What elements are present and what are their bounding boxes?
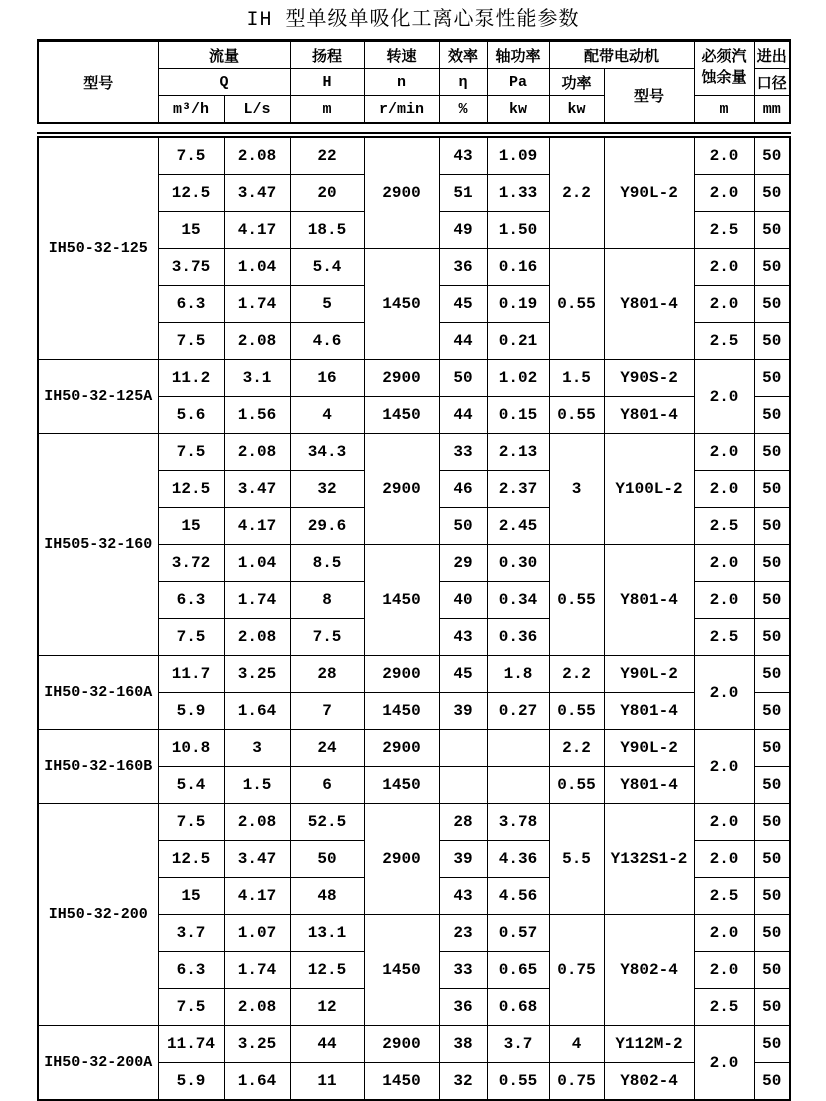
cell-efficiency: 39 — [439, 693, 487, 730]
cell-speed: 2900 — [364, 360, 439, 397]
cell-head: 48 — [290, 878, 364, 915]
cell-head: 24 — [290, 730, 364, 767]
cell-shaft-power: 2.37 — [487, 471, 549, 508]
cell-speed: 2900 — [364, 135, 439, 249]
cell-efficiency — [439, 767, 487, 804]
cell-port: 50 — [754, 656, 790, 693]
unit-mm: mm — [754, 96, 790, 124]
cell-motor-power: 5.5 — [549, 804, 604, 915]
cell-speed: 1450 — [364, 249, 439, 360]
cell-head: 4.6 — [290, 323, 364, 360]
cell-shaft-power: 1.33 — [487, 175, 549, 212]
cell-motor-model: Y132S1-2 — [604, 804, 694, 915]
cell-shaft-power: 2.45 — [487, 508, 549, 545]
cell-port: 50 — [754, 730, 790, 767]
cell-model: IH50-32-200 — [38, 804, 158, 1026]
unit-npsh-m: m — [694, 96, 754, 124]
npsh-header-line2: 蚀余量 — [701, 69, 747, 87]
cell-npsh: 2.0 — [694, 582, 754, 619]
cell-shaft-power: 4.36 — [487, 841, 549, 878]
cell-head: 12.5 — [290, 952, 364, 989]
cell-port: 50 — [754, 952, 790, 989]
cell-shaft-power: 0.30 — [487, 545, 549, 582]
cell-model: IH50-32-125A — [38, 360, 158, 434]
cell-motor-model: Y801-4 — [604, 545, 694, 656]
cell-flow-m3h: 7.5 — [158, 434, 224, 471]
cell-port: 50 — [754, 619, 790, 656]
cell-flow-m3h: 7.5 — [158, 804, 224, 841]
col-header-npsh — [694, 41, 754, 96]
cell-flow-m3h: 5.9 — [158, 693, 224, 730]
cell-head: 32 — [290, 471, 364, 508]
cell-efficiency: 50 — [439, 508, 487, 545]
cell-flow-ls: 3.47 — [224, 175, 290, 212]
cell-port: 50 — [754, 212, 790, 249]
symbol-eta: η — [439, 69, 487, 96]
cell-flow-ls: 3.25 — [224, 656, 290, 693]
page-title: IH 型单级单吸化工离心泵性能参数 — [246, 9, 580, 32]
cell-flow-m3h: 5.9 — [158, 1063, 224, 1101]
cell-npsh: 2.0 — [694, 135, 754, 175]
cell-shaft-power — [487, 767, 549, 804]
symbol-n: n — [364, 69, 439, 96]
cell-efficiency: 29 — [439, 545, 487, 582]
cell-speed: 1450 — [364, 1063, 439, 1101]
cell-port: 50 — [754, 841, 790, 878]
cell-flow-m3h: 12.5 — [158, 175, 224, 212]
col-header-motor-power: 功率 — [549, 69, 604, 96]
cell-speed: 2900 — [364, 730, 439, 767]
cell-flow-ls: 1.74 — [224, 582, 290, 619]
cell-efficiency: 50 — [439, 360, 487, 397]
performance-table-body — [38, 135, 790, 1100]
cell-motor-power: 4 — [549, 1026, 604, 1063]
cell-npsh: 2.5 — [694, 878, 754, 915]
cell-flow-m3h: 11.2 — [158, 360, 224, 397]
cell-shaft-power: 0.15 — [487, 397, 549, 434]
cell-npsh: 2.0 — [694, 656, 754, 730]
cell-flow-ls: 2.08 — [224, 323, 290, 360]
cell-flow-ls: 1.5 — [224, 767, 290, 804]
cell-flow-ls: 3.47 — [224, 841, 290, 878]
cell-head: 28 — [290, 656, 364, 693]
cell-npsh: 2.0 — [694, 730, 754, 804]
cell-flow-m3h: 12.5 — [158, 841, 224, 878]
cell-motor-power: 2.2 — [549, 656, 604, 693]
table-row — [38, 656, 790, 693]
cell-flow-m3h: 5.4 — [158, 767, 224, 804]
cell-efficiency: 43 — [439, 619, 487, 656]
cell-flow-m3h: 7.5 — [158, 135, 224, 175]
cell-motor-power: 0.55 — [549, 249, 604, 360]
cell-port: 50 — [754, 508, 790, 545]
cell-port: 50 — [754, 249, 790, 286]
cell-head: 44 — [290, 1026, 364, 1063]
table-row — [38, 360, 790, 397]
cell-head: 8 — [290, 582, 364, 619]
cell-flow-ls: 3 — [224, 730, 290, 767]
cell-npsh: 2.0 — [694, 841, 754, 878]
cell-motor-model: Y90L-2 — [604, 656, 694, 693]
table-row — [38, 730, 790, 767]
cell-npsh: 2.0 — [694, 545, 754, 582]
cell-npsh: 2.0 — [694, 952, 754, 989]
col-header-model: 型号 — [38, 41, 158, 124]
col-header-ports-line1: 进出 — [754, 41, 790, 69]
unit-rmin: r/min — [364, 96, 439, 124]
cell-head: 12 — [290, 989, 364, 1026]
cell-model: IH50-32-125 — [38, 135, 158, 360]
cell-flow-m3h: 15 — [158, 878, 224, 915]
cell-flow-m3h: 7.5 — [158, 323, 224, 360]
cell-flow-ls: 1.74 — [224, 952, 290, 989]
cell-shaft-power: 0.36 — [487, 619, 549, 656]
cell-motor-model: Y90L-2 — [604, 730, 694, 767]
cell-port: 50 — [754, 434, 790, 471]
cell-shaft-power: 3.7 — [487, 1026, 549, 1063]
cell-port: 50 — [754, 1063, 790, 1101]
cell-head: 18.5 — [290, 212, 364, 249]
cell-speed: 1450 — [364, 915, 439, 1026]
cell-port: 50 — [754, 545, 790, 582]
cell-motor-model: Y90L-2 — [604, 135, 694, 249]
cell-model: IH50-32-160B — [38, 730, 158, 804]
cell-head: 7.5 — [290, 619, 364, 656]
cell-flow-m3h: 12.5 — [158, 471, 224, 508]
unit-m3h: m³/h — [158, 96, 224, 124]
cell-port: 50 — [754, 471, 790, 508]
cell-efficiency: 38 — [439, 1026, 487, 1063]
header-row-1 — [38, 41, 790, 69]
cell-speed: 2900 — [364, 434, 439, 545]
cell-port: 50 — [754, 582, 790, 619]
cell-motor-power: 3 — [549, 434, 604, 545]
cell-motor-model: Y112M-2 — [604, 1026, 694, 1063]
col-header-speed: 转速 — [364, 41, 439, 69]
cell-model: IH50-32-200A — [38, 1026, 158, 1101]
cell-model: IH505-32-160 — [38, 434, 158, 656]
symbol-h: H — [290, 69, 364, 96]
cell-head: 5.4 — [290, 249, 364, 286]
cell-flow-ls: 2.08 — [224, 135, 290, 175]
cell-speed: 1450 — [364, 767, 439, 804]
cell-port: 50 — [754, 397, 790, 434]
cell-flow-ls: 2.08 — [224, 434, 290, 471]
cell-flow-ls: 2.08 — [224, 989, 290, 1026]
cell-motor-power: 0.55 — [549, 767, 604, 804]
cell-speed: 1450 — [364, 397, 439, 434]
cell-shaft-power: 0.21 — [487, 323, 549, 360]
cell-efficiency: 46 — [439, 471, 487, 508]
cell-port: 50 — [754, 1026, 790, 1063]
cell-head: 6 — [290, 767, 364, 804]
cell-port: 50 — [754, 915, 790, 952]
cell-flow-m3h: 15 — [158, 212, 224, 249]
cell-npsh: 2.5 — [694, 212, 754, 249]
cell-motor-power: 1.5 — [549, 360, 604, 397]
cell-head: 29.6 — [290, 508, 364, 545]
cell-motor-model: Y802-4 — [604, 1063, 694, 1101]
cell-head: 50 — [290, 841, 364, 878]
cell-flow-m3h: 15 — [158, 508, 224, 545]
symbol-pa: Pa — [487, 69, 549, 96]
cell-motor-model: Y802-4 — [604, 915, 694, 1026]
col-header-head: 扬程 — [290, 41, 364, 69]
cell-npsh: 2.0 — [694, 1026, 754, 1101]
cell-shaft-power: 0.19 — [487, 286, 549, 323]
cell-flow-m3h: 11.74 — [158, 1026, 224, 1063]
cell-flow-ls: 2.08 — [224, 619, 290, 656]
cell-shaft-power: 1.02 — [487, 360, 549, 397]
cell-shaft-power: 0.68 — [487, 989, 549, 1026]
cell-npsh: 2.0 — [694, 434, 754, 471]
cell-flow-ls: 4.17 — [224, 212, 290, 249]
table-row — [38, 1026, 790, 1063]
cell-npsh: 2.0 — [694, 471, 754, 508]
cell-efficiency: 51 — [439, 175, 487, 212]
cell-shaft-power: 0.55 — [487, 1063, 549, 1101]
unit-percent: % — [439, 96, 487, 124]
cell-flow-m3h: 11.7 — [158, 656, 224, 693]
cell-shaft-power — [487, 730, 549, 767]
cell-head: 34.3 — [290, 434, 364, 471]
cell-speed: 2900 — [364, 1026, 439, 1063]
cell-flow-m3h: 3.75 — [158, 249, 224, 286]
cell-flow-ls: 1.07 — [224, 915, 290, 952]
cell-motor-power: 0.75 — [549, 1063, 604, 1101]
cell-flow-ls: 3.47 — [224, 471, 290, 508]
cell-motor-model: Y90S-2 — [604, 360, 694, 397]
cell-head: 5 — [290, 286, 364, 323]
cell-port: 50 — [754, 878, 790, 915]
cell-flow-ls: 2.08 — [224, 804, 290, 841]
cell-head: 22 — [290, 135, 364, 175]
col-header-ports-line2: 口径 — [754, 69, 790, 96]
cell-head: 13.1 — [290, 915, 364, 952]
cell-flow-m3h: 6.3 — [158, 582, 224, 619]
cell-port: 50 — [754, 286, 790, 323]
cell-speed: 1450 — [364, 693, 439, 730]
cell-npsh: 2.5 — [694, 989, 754, 1026]
cell-motor-model: Y801-4 — [604, 397, 694, 434]
cell-head: 52.5 — [290, 804, 364, 841]
cell-flow-ls: 1.64 — [224, 1063, 290, 1101]
cell-npsh: 2.5 — [694, 508, 754, 545]
cell-speed: 2900 — [364, 804, 439, 915]
cell-motor-power: 2.2 — [549, 730, 604, 767]
col-header-motor: 配带电动机 — [549, 41, 694, 69]
cell-flow-ls: 1.04 — [224, 545, 290, 582]
cell-efficiency: 23 — [439, 915, 487, 952]
cell-motor-power: 0.55 — [549, 545, 604, 656]
cell-speed: 1450 — [364, 545, 439, 656]
performance-table — [37, 132, 791, 1101]
cell-shaft-power: 2.13 — [487, 434, 549, 471]
cell-motor-model: Y801-4 — [604, 767, 694, 804]
cell-npsh: 2.0 — [694, 249, 754, 286]
table-row — [38, 804, 790, 841]
cell-efficiency: 33 — [439, 434, 487, 471]
cell-npsh: 2.0 — [694, 175, 754, 212]
cell-motor-power: 0.75 — [549, 915, 604, 1026]
cell-npsh: 2.0 — [694, 286, 754, 323]
cell-efficiency: 45 — [439, 286, 487, 323]
cell-head: 20 — [290, 175, 364, 212]
cell-efficiency: 44 — [439, 397, 487, 434]
cell-flow-m3h: 5.6 — [158, 397, 224, 434]
cell-efficiency: 39 — [439, 841, 487, 878]
cell-flow-m3h: 3.7 — [158, 915, 224, 952]
cell-shaft-power: 4.56 — [487, 878, 549, 915]
cell-motor-model: Y801-4 — [604, 693, 694, 730]
cell-efficiency: 36 — [439, 989, 487, 1026]
cell-model: IH50-32-160A — [38, 656, 158, 730]
cell-efficiency — [439, 730, 487, 767]
col-header-flow: 流量 — [158, 41, 290, 69]
cell-motor-model: Y100L-2 — [604, 434, 694, 545]
cell-shaft-power: 3.78 — [487, 804, 549, 841]
cell-flow-m3h: 3.72 — [158, 545, 224, 582]
cell-port: 50 — [754, 323, 790, 360]
cell-head: 7 — [290, 693, 364, 730]
symbol-q: Q — [158, 69, 290, 96]
unit-ls: L/s — [224, 96, 290, 124]
cell-flow-ls: 1.56 — [224, 397, 290, 434]
cell-efficiency: 36 — [439, 249, 487, 286]
cell-head: 16 — [290, 360, 364, 397]
table-row — [38, 434, 790, 471]
col-header-motor-model: 型号 — [604, 69, 694, 124]
unit-kw-shaft: kw — [487, 96, 549, 124]
cell-head: 11 — [290, 1063, 364, 1101]
cell-shaft-power: 0.34 — [487, 582, 549, 619]
cell-flow-m3h: 7.5 — [158, 619, 224, 656]
cell-shaft-power: 0.27 — [487, 693, 549, 730]
cell-port: 50 — [754, 804, 790, 841]
cell-flow-ls: 4.17 — [224, 878, 290, 915]
cell-motor-power: 2.2 — [549, 135, 604, 249]
cell-flow-ls: 3.25 — [224, 1026, 290, 1063]
cell-flow-ls: 4.17 — [224, 508, 290, 545]
cell-head: 8.5 — [290, 545, 364, 582]
col-header-efficiency: 效率 — [439, 41, 487, 69]
cell-efficiency: 49 — [439, 212, 487, 249]
table-row — [38, 135, 790, 175]
cell-head: 4 — [290, 397, 364, 434]
cell-efficiency: 44 — [439, 323, 487, 360]
unit-kw-motor: kw — [549, 96, 604, 124]
cell-flow-m3h: 10.8 — [158, 730, 224, 767]
cell-motor-power: 0.55 — [549, 693, 604, 730]
cell-efficiency: 28 — [439, 804, 487, 841]
cell-shaft-power: 1.09 — [487, 135, 549, 175]
cell-port: 50 — [754, 989, 790, 1026]
cell-speed: 2900 — [364, 656, 439, 693]
cell-npsh: 2.0 — [694, 360, 754, 434]
cell-shaft-power: 0.65 — [487, 952, 549, 989]
cell-motor-model: Y801-4 — [604, 249, 694, 360]
cell-shaft-power: 0.57 — [487, 915, 549, 952]
cell-flow-m3h: 6.3 — [158, 286, 224, 323]
cell-npsh: 2.0 — [694, 804, 754, 841]
cell-efficiency: 40 — [439, 582, 487, 619]
cell-port: 50 — [754, 693, 790, 730]
unit-m: m — [290, 96, 364, 124]
cell-flow-ls: 1.04 — [224, 249, 290, 286]
cell-flow-ls: 1.74 — [224, 286, 290, 323]
cell-efficiency: 43 — [439, 135, 487, 175]
npsh-header-line1: 必须汽 — [701, 49, 747, 67]
cell-npsh: 2.5 — [694, 619, 754, 656]
cell-efficiency: 43 — [439, 878, 487, 915]
cell-flow-ls: 3.1 — [224, 360, 290, 397]
cell-npsh: 2.5 — [694, 323, 754, 360]
col-header-shaft-power: 轴功率 — [487, 41, 549, 69]
cell-port: 50 — [754, 767, 790, 804]
cell-shaft-power: 1.50 — [487, 212, 549, 249]
cell-shaft-power: 0.16 — [487, 249, 549, 286]
cell-shaft-power: 1.8 — [487, 656, 549, 693]
cell-port: 50 — [754, 175, 790, 212]
cell-flow-m3h: 7.5 — [158, 989, 224, 1026]
cell-motor-power: 0.55 — [549, 397, 604, 434]
cell-efficiency: 32 — [439, 1063, 487, 1101]
cell-efficiency: 33 — [439, 952, 487, 989]
cell-port: 50 — [754, 360, 790, 397]
cell-port: 50 — [754, 135, 790, 175]
cell-flow-m3h: 6.3 — [158, 952, 224, 989]
header-table — [37, 39, 791, 124]
cell-flow-ls: 1.64 — [224, 693, 290, 730]
cell-npsh: 2.0 — [694, 915, 754, 952]
cell-efficiency: 45 — [439, 656, 487, 693]
